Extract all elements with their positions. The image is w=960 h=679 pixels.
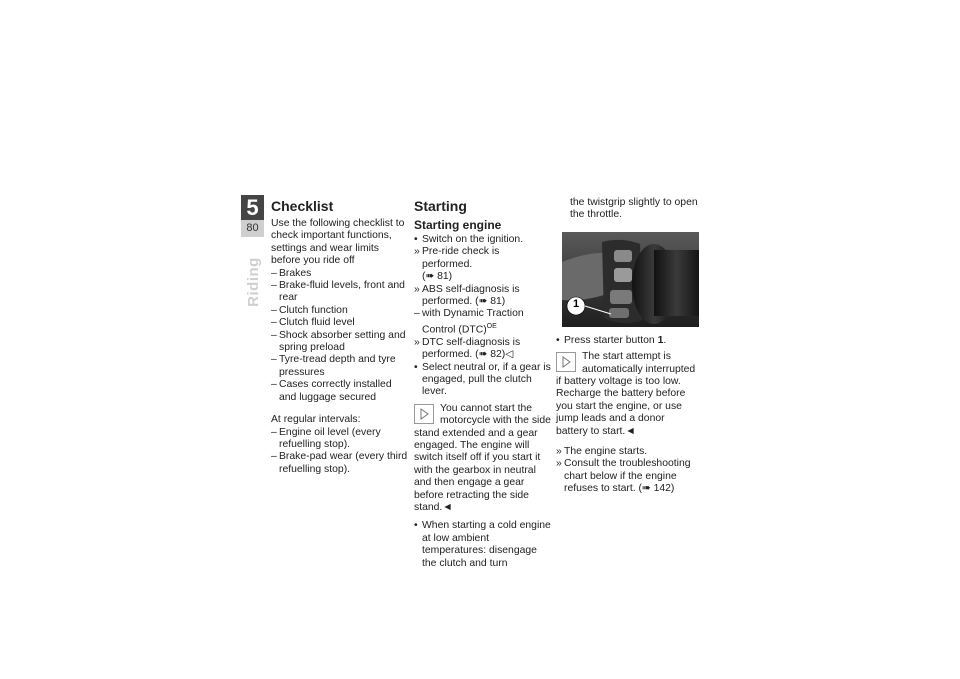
condition-dtc: – with Dynamic Traction Control (DTC)$^{OE}$: [414, 308, 524, 336]
list-item: – Cases correctly installed and luggage secured: [271, 379, 392, 403]
arrow-icon: ➠: [641, 483, 651, 495]
callout-label: 1: [572, 297, 580, 310]
end-marker-icon: ◄: [625, 425, 636, 437]
list-item: – Tyre-tread depth and tyre pressures: [271, 354, 396, 378]
page-number: 80: [241, 220, 264, 237]
end-marker-icon: ◄: [442, 502, 453, 513]
list-item: – Clutch fluid level: [271, 317, 355, 329]
checklist-intro: Use the following checklist to check important functions, settings and wear limits before you ride off: [271, 218, 405, 267]
end-marker-icon: ◁: [505, 349, 514, 361]
list-item: – Shock absorber setting and spring preload: [271, 329, 406, 354]
note-sidestand: You cannot start the motorcycle with the side stand extended and a gear engaged. The engine will switch itself off if you start it with the gearbox in neutral and then engage a gear before retracting the side stand.◄: [414, 402, 551, 513]
step-neutral: • Select neutral or, if a gear is engaged, pull the clutch lever.: [414, 361, 551, 398]
step-starter: • Press starter button 1.: [556, 334, 667, 346]
result-dtc: » DTC self-diagnosis is performed. (➠ 82)◁: [414, 336, 521, 361]
result-troubleshoot: » Consult the troubleshooting chart below if the engine refuses to start. (➠ 142): [556, 458, 691, 495]
chapter-number: 5: [246, 195, 259, 220]
cold-start-continued: the twistgrip slightly to open the throttle.: [570, 197, 698, 221]
arrow-icon: ➠: [478, 349, 488, 361]
arrow-icon: ➠: [478, 296, 488, 308]
list-item: – Brake-pad wear (every third refuelling stop).: [271, 451, 408, 475]
starting-engine-subheading: Starting engine: [414, 218, 502, 232]
handlebar-switch-photo: [562, 232, 699, 327]
chapter-title: Riding: [245, 257, 262, 307]
checklist-heading: Checklist: [271, 198, 334, 214]
note-battery: The start attempt is automatically interrupted if battery voltage is too low. Recharge the battery before you start the engine, or use jump leads and a donor battery to start.◄: [556, 351, 696, 437]
starting-column-continued: [556, 197, 699, 496]
chapter-tab: [241, 195, 264, 237]
step-ignition: • Switch on the ignition.: [414, 234, 524, 245]
result-engine-starts: » The engine starts.: [556, 446, 648, 458]
note-icon: [414, 404, 434, 424]
arrow-icon: ➠: [425, 271, 435, 283]
list-item: – Clutch function: [271, 304, 348, 316]
step-cold-start: • When starting a cold engine at low ambient temperatures: disengage the clutch and turn: [414, 520, 551, 569]
starting-heading: Starting: [414, 198, 467, 214]
note-icon: [556, 352, 576, 372]
list-item: – Engine oil level (every refuelling stop).: [271, 426, 381, 450]
list-item: – Brakes: [271, 267, 312, 279]
regular-list: [271, 427, 408, 477]
list-item: – Brake-fluid levels, front and rear: [271, 280, 405, 304]
result-abs: » ABS self-diagnosis is performed. (➠ 81): [414, 283, 520, 308]
regular-intervals-intro: At regular intervals:: [271, 414, 361, 426]
checklist-list: [271, 268, 408, 404]
result-preride: » Pre-ride check is performed. (➠ 81): [414, 246, 500, 283]
starting-column: [414, 197, 551, 570]
checklist-column: [271, 197, 408, 476]
